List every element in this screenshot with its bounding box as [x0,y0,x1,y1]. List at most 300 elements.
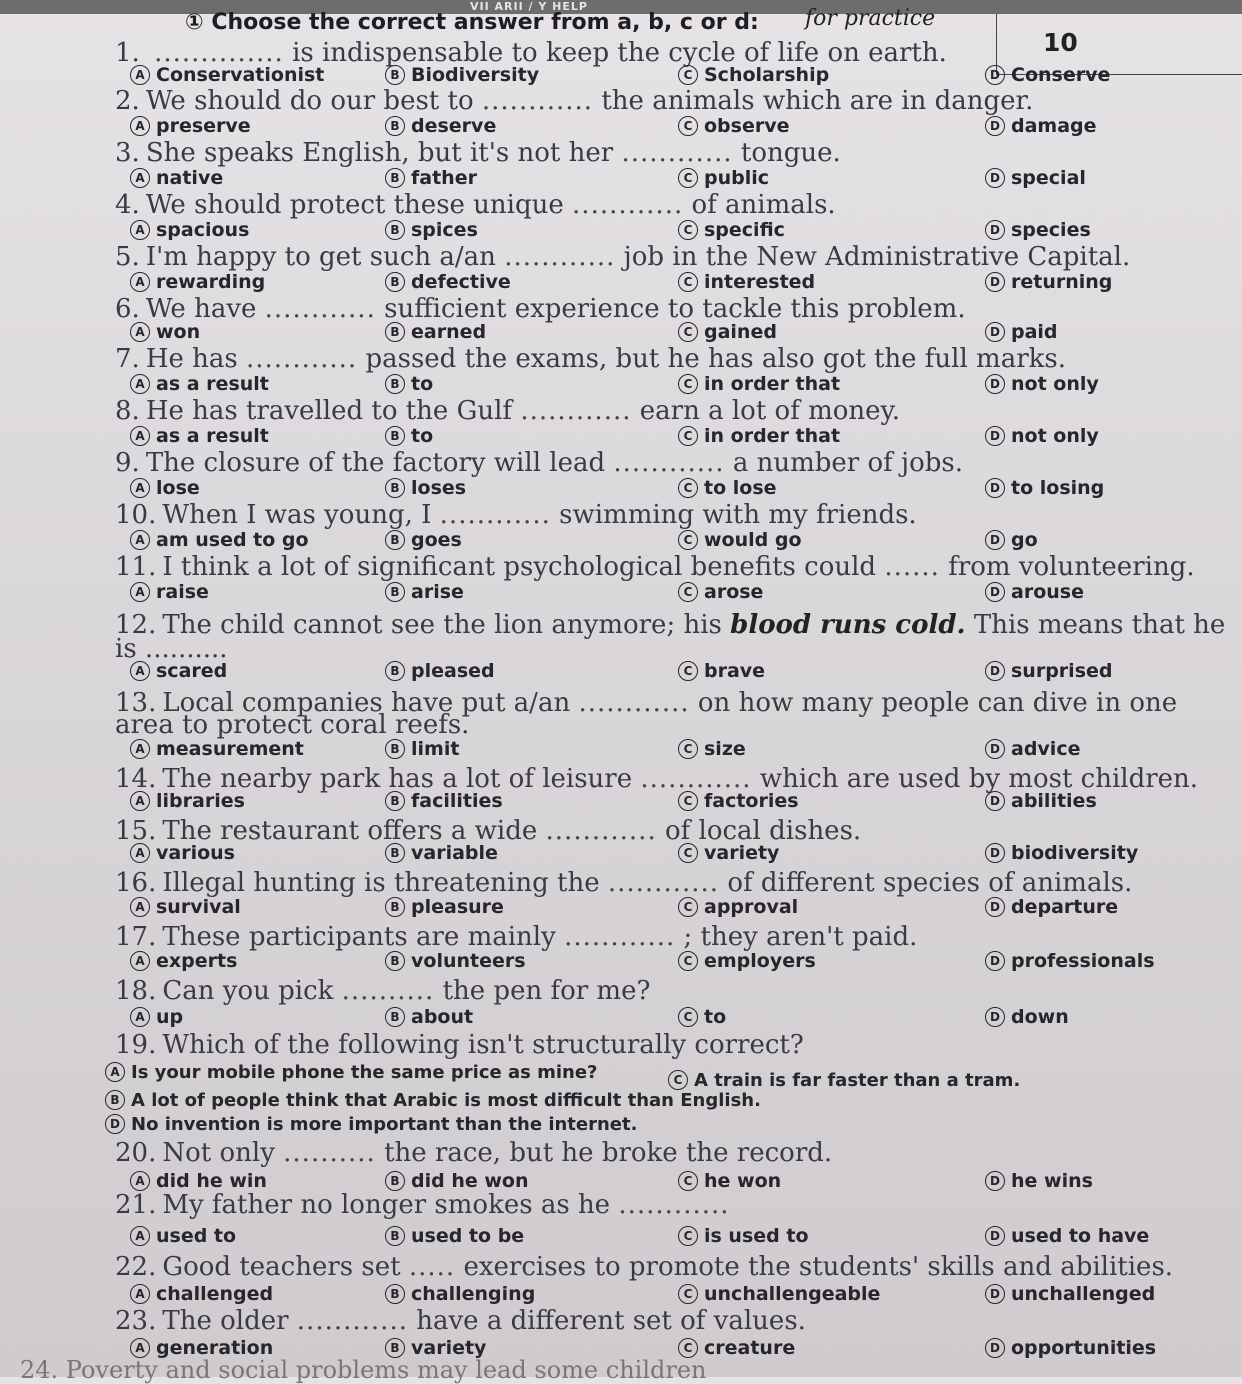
option-letter-circle: D [985,374,1005,394]
option-label: biodiversity [1011,842,1139,864]
question-number: 11. [115,552,157,582]
answer-option[interactable] [385,64,539,86]
answer-option[interactable] [985,660,1113,682]
option-label: as a result [156,425,269,447]
option-label: A lot of people think that Arabic is most difficult than English. [131,1090,761,1111]
option-letter-circle: A [130,426,150,446]
question-text-after: This means that he [973,610,1226,640]
question-text-after: of animals. [691,190,836,220]
option-label: interested [704,271,816,293]
option-letter-circle: A [130,220,150,240]
question-number: 12. [115,610,157,640]
option-letter-circle: C [678,1338,698,1358]
option-letter-circle: A [130,897,150,917]
answer-option[interactable] [130,271,265,293]
answer-option[interactable] [130,64,324,86]
option-letter-circle: B [385,116,405,136]
option-label: facilities [411,790,503,812]
answer-blank[interactable]: ............ [640,764,752,794]
option-letter-circle: B [385,478,405,498]
question-text-before: Illegal hunting is threatening the [162,868,600,898]
option-letter-circle: C [678,220,698,240]
answer-option[interactable] [985,1006,1069,1028]
option-label: loses [411,477,467,499]
option-label: libraries [156,790,245,812]
option-letter-circle: C [678,582,698,602]
option-letter-circle: A [130,374,150,394]
option-label: lose [156,477,200,499]
option-letter-circle: C [668,1070,688,1090]
answer-option[interactable] [985,896,1118,918]
option-label: is used to [704,1225,809,1247]
question-text-before: He has [145,344,238,374]
option-letter-circle: B [385,661,405,681]
answer-option[interactable] [105,1114,637,1135]
question-text-before: He has travelled to the Gulf [145,396,513,426]
option-label: Is your mobile phone the same price as mine? [131,1062,598,1083]
option-letter-circle: C [678,791,698,811]
answer-option[interactable] [678,842,779,864]
option-label: professionals [1011,950,1155,972]
option-letter-circle: C [678,1226,698,1246]
option-label: defective [411,271,511,293]
option-label: goes [411,529,462,551]
answer-option[interactable] [385,167,477,189]
practice-label: for practice [805,6,936,31]
answer-option[interactable] [678,321,777,343]
option-label: he wins [1011,1170,1093,1192]
answer-option[interactable] [678,950,816,972]
answer-option[interactable] [985,167,1086,189]
question-text-after: job in the New Administrative Capital. [623,242,1131,272]
option-label: approval [704,896,799,918]
option-label: arose [704,581,764,603]
question-text-after: swimming with my friends. [559,500,917,530]
option-label: limit [411,738,460,760]
answer-option[interactable] [985,425,1099,447]
option-label: won [156,321,201,343]
question-line [115,242,1130,272]
option-letter-circle: D [985,478,1005,498]
answer-blank[interactable]: ............ [613,448,725,478]
question-text-after: the pen for me? [442,976,651,1006]
answer-option[interactable] [130,1170,267,1192]
option-label: creature [704,1337,796,1359]
answer-option[interactable] [678,581,763,603]
option-label: unchallenged [1011,1283,1156,1305]
question-line [115,344,1066,374]
question-text-before: Good teachers set [162,1252,401,1282]
question-text-before: We should protect these unique [145,190,564,220]
answer-option[interactable] [985,1337,1156,1359]
option-label: challenged [156,1283,274,1305]
option-letter-circle: C [678,661,698,681]
option-label: Conserve [1011,64,1111,86]
option-letter-circle: A [130,1284,150,1304]
question-line [115,1252,1173,1282]
answer-option[interactable] [130,1225,236,1247]
answer-blank[interactable]: ............ [439,500,551,530]
answer-option[interactable] [985,1225,1149,1247]
option-label: special [1011,167,1086,189]
option-label: pleasure [411,896,504,918]
option-label: measurement [156,738,304,760]
answer-option[interactable] [678,425,840,447]
question-text-after: the race, but he broke the record. [384,1138,833,1168]
answer-option[interactable] [385,1225,524,1247]
answer-blank[interactable]: ............ [621,138,733,168]
answer-option[interactable] [678,529,802,551]
option-label: paid [1011,321,1058,343]
banner-text: VII ARII / Y HELP [470,0,588,13]
answer-option[interactable] [985,529,1038,551]
option-label: to lose [704,477,777,499]
option-letter-circle: D [985,322,1005,342]
answer-blank[interactable]: ............ [578,688,690,718]
question-line [115,86,1033,116]
option-label: deserve [411,115,497,137]
answer-blank[interactable]: .......... [283,1138,376,1168]
option-letter-circle: B [385,1338,405,1358]
answer-option[interactable] [985,271,1112,293]
option-letter-circle: D [985,1284,1005,1304]
answer-option[interactable] [130,950,237,972]
answer-option[interactable] [985,373,1099,395]
answer-option[interactable] [678,477,777,499]
option-letter-circle: B [385,1284,405,1304]
question-number: 22. [115,1252,157,1282]
question-text-before: Which of the following isn't structurally correct? [162,1030,804,1060]
question-number: 20. [115,1138,157,1168]
answer-option[interactable] [385,896,504,918]
answer-option[interactable] [385,660,495,682]
option-label: earned [411,321,487,343]
answer-option[interactable] [985,64,1110,86]
answer-option[interactable] [130,738,304,760]
option-letter-circle: C [678,897,698,917]
option-letter-circle: D [985,65,1005,85]
answer-blank[interactable]: ............ [572,190,684,220]
option-letter-circle: B [105,1090,125,1110]
answer-option[interactable] [678,1170,781,1192]
option-letter-circle: C [678,426,698,446]
answer-option[interactable] [985,219,1091,241]
answer-option[interactable] [985,477,1104,499]
option-label: departure [1011,896,1119,918]
answer-option[interactable] [385,373,433,395]
option-label: to [704,1006,727,1028]
option-letter-circle: D [985,897,1005,917]
option-letter-circle: C [678,478,698,498]
answer-option[interactable] [385,738,459,760]
question-text-after: sufficient experience to tackle this problem. [384,294,966,324]
answer-blank[interactable]: ............ [618,1190,730,1220]
option-label: not only [1011,425,1099,447]
answer-blank[interactable]: ............ [296,1306,408,1336]
option-label: specific [704,219,785,241]
answer-option[interactable] [385,842,498,864]
option-label: arouse [1011,581,1084,603]
option-label: preserve [156,115,251,137]
option-letter-circle: B [385,374,405,394]
option-label: in order that [704,373,841,395]
option-label: survival [156,896,241,918]
question-text-after: passed the exams, but he has also got the full marks. [365,344,1066,374]
option-label: arise [411,581,464,603]
option-label: go [1011,529,1038,551]
answer-option[interactable] [385,1283,535,1305]
answer-blank[interactable]: ............ [504,242,616,272]
option-letter-circle: D [985,739,1005,759]
option-label: in order that [704,425,841,447]
option-label: as a result [156,373,269,395]
answer-option[interactable] [130,373,269,395]
option-letter-circle: C [678,116,698,136]
answer-option[interactable] [678,64,829,86]
question-number: 21. [115,1190,157,1220]
answer-option[interactable] [678,1225,809,1247]
answer-option[interactable] [385,219,478,241]
option-label: father [411,167,477,189]
answer-option[interactable] [130,790,245,812]
option-letter-circle: C [678,530,698,550]
option-letter-circle: B [385,1226,405,1246]
question-text-before: When I was young, I [162,500,432,530]
answer-option[interactable] [985,581,1084,603]
answer-option[interactable] [985,1283,1155,1305]
emphasised-phrase: blood runs cold. [730,610,966,640]
option-label: returning [1011,271,1113,293]
answer-option[interactable] [130,425,269,447]
answer-option[interactable] [385,321,486,343]
question-text-after: from volunteering. [948,552,1195,582]
option-label: variety [704,842,780,864]
option-letter-circle: C [678,1007,698,1027]
answer-option[interactable] [105,1090,761,1111]
answer-option[interactable] [130,896,241,918]
answer-option[interactable] [678,790,799,812]
option-label: Biodiversity [411,64,540,86]
option-label: Scholarship [704,64,830,86]
answer-option[interactable] [678,115,790,137]
answer-option[interactable] [678,738,746,760]
question-number: 8. [115,396,140,426]
option-label: A train is far faster than a tram. [694,1070,1021,1091]
answer-option[interactable] [385,271,511,293]
answer-blank[interactable]: ............ [246,344,358,374]
option-letter-circle: B [385,272,405,292]
question-line [115,396,900,426]
option-label: he won [704,1170,782,1192]
question-text-after: have a different set of values. [416,1306,806,1336]
option-letter-circle: A [130,739,150,759]
option-letter-circle: A [130,530,150,550]
answer-option[interactable] [385,950,526,972]
question-text-before: We have [145,294,257,324]
question-number: 10. [115,500,157,530]
option-letter-circle: D [105,1114,125,1134]
question-text-before: The restaurant offers a wide [162,816,538,846]
answer-option[interactable] [130,581,209,603]
question-text-after: ; they aren't paid. [683,922,918,952]
page-number: 10 [1043,28,1078,57]
option-letter-circle: D [985,168,1005,188]
answer-option[interactable] [385,1170,529,1192]
option-letter-circle: B [385,791,405,811]
answer-option[interactable] [985,738,1080,760]
option-letter-circle: D [985,843,1005,863]
option-letter-circle: D [985,220,1005,240]
option-letter-circle: A [130,951,150,971]
answer-option[interactable] [668,1070,1020,1091]
option-label: size [704,738,746,760]
answer-option[interactable] [985,321,1058,343]
option-label: generation [156,1337,274,1359]
option-letter-circle: A [130,843,150,863]
answer-blank[interactable]: ............ [520,396,632,426]
answer-option[interactable] [985,842,1138,864]
option-letter-circle: A [130,582,150,602]
option-letter-circle: D [985,1171,1005,1191]
answer-option[interactable] [105,1062,598,1083]
answer-blank[interactable]: ............ [564,922,676,952]
option-label: brave [704,660,766,682]
answer-option[interactable] [130,219,249,241]
option-label: not only [1011,373,1099,395]
instruction [185,10,759,35]
answer-option[interactable] [678,271,815,293]
answer-option[interactable] [985,1170,1093,1192]
question-number: 18. [115,976,157,1006]
option-letter-circle: D [985,661,1005,681]
answer-option[interactable] [985,950,1155,972]
answer-option[interactable] [130,660,227,682]
question-line [115,922,917,952]
question-text-before: We should do our best to [145,86,474,116]
answer-option[interactable] [130,115,251,137]
option-letter-circle: A [130,1338,150,1358]
option-label: raise [156,581,209,603]
option-letter-circle: C [678,739,698,759]
answer-option[interactable] [678,1006,726,1028]
question-text-after: exercises to promote the students' skills and abilities. [463,1252,1174,1282]
option-letter-circle: D [985,951,1005,971]
option-label: down [1011,1006,1069,1028]
answer-option[interactable] [385,529,462,551]
answer-blank[interactable]: ...... [884,552,940,582]
question-number: 13. [115,688,157,718]
question-line [115,500,917,530]
option-letter-circle: C [678,168,698,188]
question-text-before: Not only [162,1138,275,1168]
question-continuation: area to protect coral reefs. [115,710,470,740]
question-text-after: on how many people can dive in one [697,688,1178,718]
footer-cut-text: 24. Poverty and social problems may lead some children [20,1356,707,1384]
option-letter-circle: D [985,1226,1005,1246]
option-label: surprised [1011,660,1113,682]
question-text-before: My father no longer smokes as he [162,1190,611,1220]
answer-option[interactable] [130,321,200,343]
option-letter-circle: C [678,843,698,863]
question-number: 9. [115,448,140,478]
option-label: abilities [1011,790,1097,812]
option-letter-circle: A [130,478,150,498]
answer-option[interactable] [678,219,785,241]
answer-option[interactable] [678,373,840,395]
option-letter-circle: C [678,374,698,394]
option-label: pleased [411,660,495,682]
answer-option[interactable] [678,896,798,918]
question-text-before: Local companies have put a/an [162,688,571,718]
answer-blank[interactable]: ............ [264,294,376,324]
answer-blank[interactable]: ..... [408,1252,456,1282]
question-number: 3. [115,138,140,168]
question-number: 5. [115,242,140,272]
option-letter-circle: D [985,1007,1005,1027]
question-text-after: a number of jobs. [732,448,963,478]
answer-option[interactable] [678,167,769,189]
option-label: gained [704,321,777,343]
question-line [115,190,836,220]
option-label: native [156,167,224,189]
answer-option[interactable] [130,1006,183,1028]
option-letter-circle: B [385,220,405,240]
answer-option[interactable] [130,529,309,551]
answer-option[interactable] [678,1283,880,1305]
answer-option[interactable] [385,790,503,812]
option-label: factories [704,790,799,812]
question-number: 7. [115,344,140,374]
answer-option[interactable] [985,115,1097,137]
instruction-number: ① [185,10,204,35]
option-label: used to [156,1225,237,1247]
answer-option[interactable] [385,425,433,447]
option-label: up [156,1006,184,1028]
option-letter-circle: B [385,530,405,550]
option-letter-circle: A [130,661,150,681]
option-letter-circle: C [678,1171,698,1191]
question-number: 16. [115,868,157,898]
option-label: damage [1011,115,1097,137]
option-label: No invention is more important than the internet. [131,1114,638,1135]
answer-option[interactable] [130,1283,273,1305]
answer-option[interactable] [130,477,200,499]
answer-blank[interactable]: .............. [154,38,284,68]
answer-blank[interactable]: ............ [545,816,657,846]
option-label: variety [411,1337,487,1359]
question-text-after: which are used by most children. [759,764,1199,794]
option-letter-circle: C [678,1284,698,1304]
answer-option[interactable] [130,167,223,189]
option-letter-circle: D [985,582,1005,602]
answer-option[interactable] [130,842,235,864]
answer-blank[interactable]: .......... [341,976,435,1006]
answer-blank[interactable]: ............ [481,86,594,116]
option-label: to [411,425,434,447]
option-letter-circle: A [130,116,150,136]
answer-option[interactable] [678,660,765,682]
answer-option[interactable] [385,115,496,137]
option-letter-circle: A [130,1007,150,1027]
answer-blank[interactable]: ............ [607,868,720,898]
answer-option[interactable] [385,1006,473,1028]
answer-option[interactable] [385,477,466,499]
option-label: would go [704,529,802,551]
question-text-before: Can you pick [162,976,334,1006]
answer-option[interactable] [985,790,1097,812]
option-label: scared [156,660,228,682]
answer-option[interactable] [385,581,464,603]
